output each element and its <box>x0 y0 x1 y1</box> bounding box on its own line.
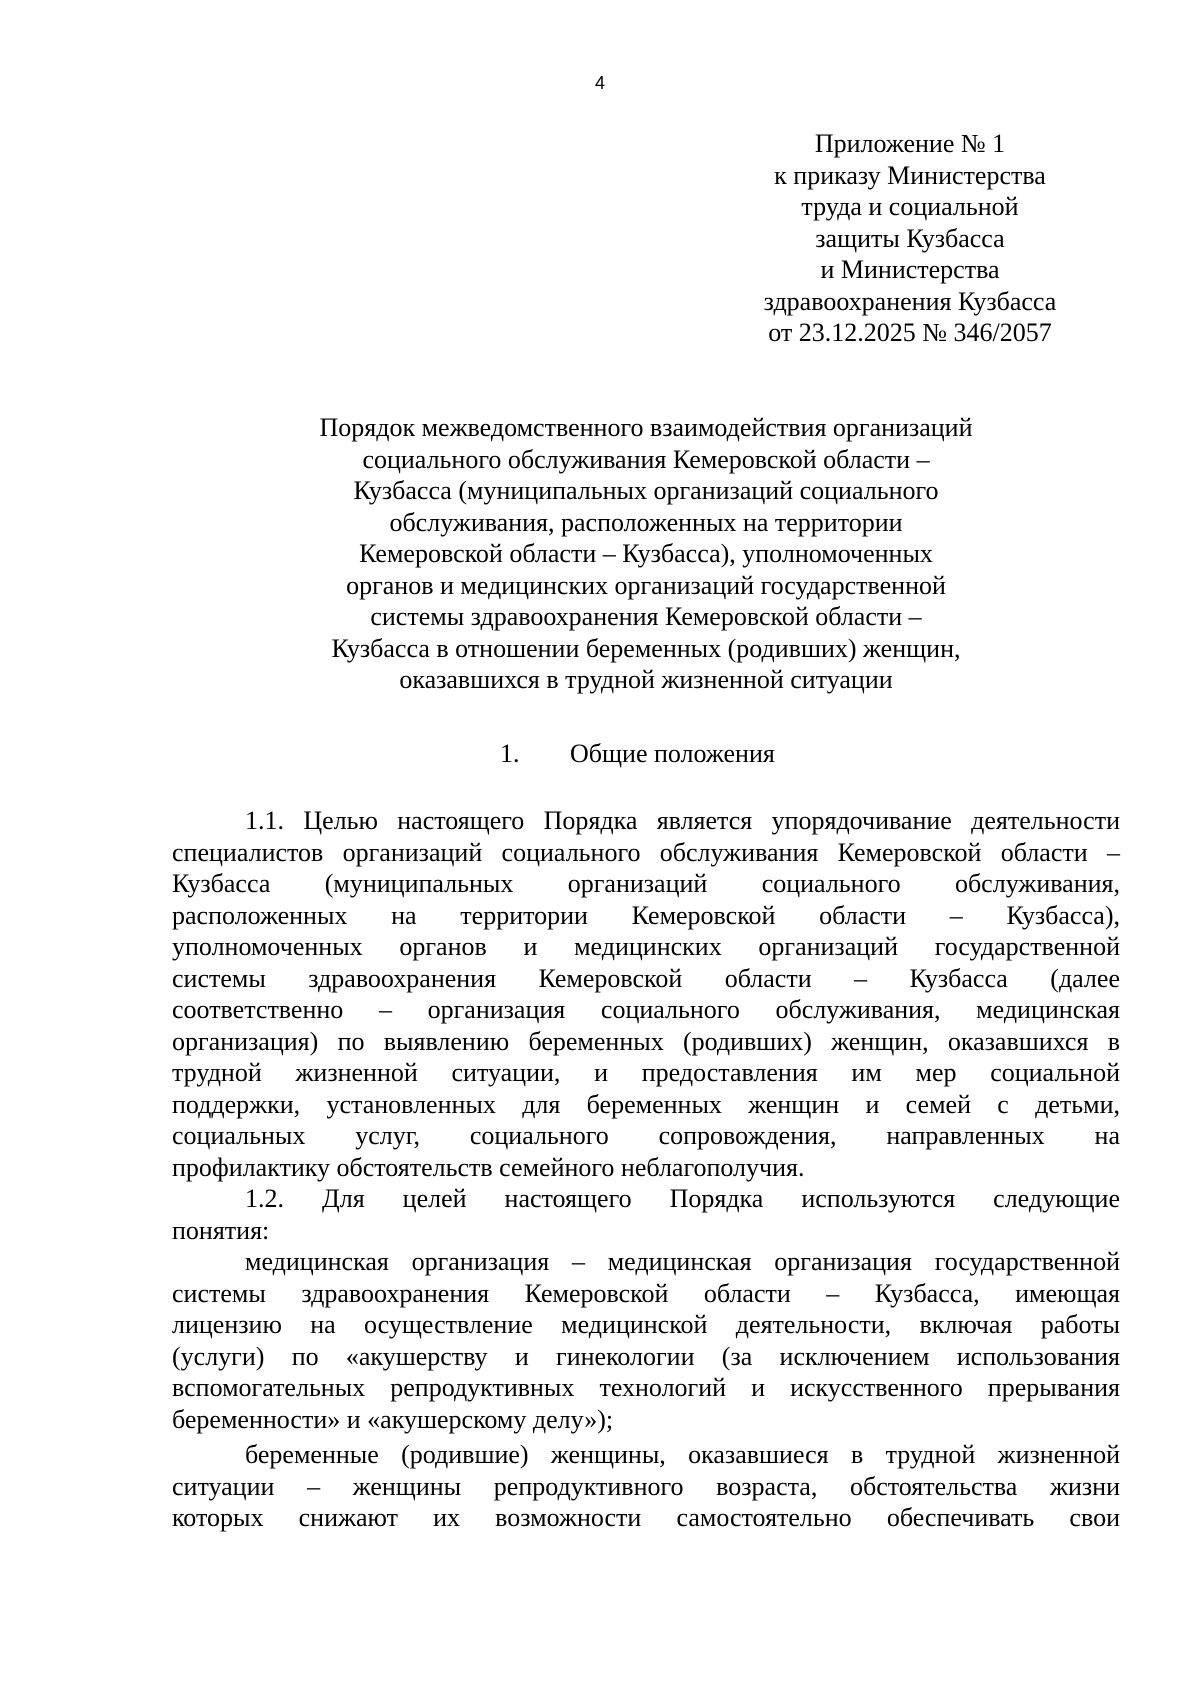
text-line: ситуации – женщины репродуктивного возраста, обстоятельства жизни <box>172 1471 1120 1501</box>
text-line: поддержки, установленных для беременных женщин и семей с детьми, <box>172 1089 1120 1119</box>
appendix-line: Приложение № 1 <box>814 129 1006 158</box>
body-text <box>172 805 1120 1534</box>
appendix-line: здравоохранения Кузбасса <box>763 286 1057 316</box>
text-line: системы здравоохранения Кемеровской области – Кузбасса, имеющая <box>172 1278 1120 1308</box>
title-line: Порядок межведомственного взаимодействия организаций <box>319 413 973 442</box>
paragraph-1-2 <box>172 1183 1120 1246</box>
appendix-header <box>740 128 1080 349</box>
text-line: 1.1. Целью настоящего Порядка является упорядочивание деятельности <box>245 806 1120 835</box>
text-line: вспомогательных репродуктивных технологий и искусственного прерывания <box>172 1373 1120 1402</box>
appendix-line: защиты Кузбасса <box>815 223 1005 253</box>
text-line: уполномоченных органов и медицинских организаций государственной <box>172 932 1120 961</box>
text-line: системы здравоохранения Кемеровской области – Кузбасса (далее <box>172 963 1120 993</box>
title-line: социального обслуживания Кемеровской области – <box>362 444 930 474</box>
text-line: лицензию на осуществление медицинской деятельности, включая работы <box>172 1310 1120 1339</box>
text-line: специалистов организаций социального обслуживания Кемеровской области – <box>172 837 1120 867</box>
text-line: расположенных на территории Кемеровской области – Кузбасса), <box>172 900 1120 930</box>
paragraph-medical-organization <box>172 1246 1120 1435</box>
document-title <box>172 412 1120 696</box>
appendix-line: труда и социальной <box>801 192 1019 221</box>
text-line: которых снижают их возможности самостоятельно обеспечивать свои <box>172 1503 1120 1532</box>
appendix-line: к приказу Министерства <box>774 160 1046 190</box>
title-line: оказавшихся в трудной жизненной ситуации <box>399 665 893 694</box>
text-line: соответственно – организация социального обслуживания, медицинская <box>172 995 1120 1024</box>
text-line: организация) по выявлению беременных (родивших) женщин, оказавшихся в <box>172 1026 1120 1056</box>
text-line: понятия: <box>172 1215 270 1245</box>
title-line: Кемеровской области – Кузбасса), уполномоченных <box>359 539 933 568</box>
text-line: беременные (родившие) женщины, оказавшиеся в трудной жизненной <box>245 1440 1120 1469</box>
text-line: трудной жизненной ситуации, и предоставления им мер социальной <box>172 1058 1120 1087</box>
title-line: системы здравоохранения Кемеровской области – <box>370 602 922 631</box>
section-title: Общие положения <box>570 739 775 768</box>
title-line: Кузбасса (муниципальных организаций социального <box>353 476 939 505</box>
text-line: Кузбасса (муниципальных организаций социального обслуживания, <box>172 869 1120 898</box>
appendix-line: от 23.12.2025 № 346/2057 <box>768 318 1052 347</box>
paragraph-1-1 <box>172 805 1120 1183</box>
paragraph-pregnant-women <box>172 1439 1120 1534</box>
section-number: 1. <box>500 739 520 768</box>
text-line: 1.2. Для целей настоящего Порядка используются следующие <box>245 1184 1120 1213</box>
title-line: Кузбасса в отношении беременных (родивших) женщин, <box>331 633 961 663</box>
title-line: органов и медицинских организаций государственной <box>346 570 946 600</box>
text-line: социальных услуг, социального сопровождения, направленных на <box>172 1121 1120 1150</box>
text-line: профилактику обстоятельств семейного неблагополучия. <box>172 1152 805 1182</box>
text-line: (услуги) по «акушерству и гинекологии (за исключением использования <box>172 1341 1120 1371</box>
text-line: беременности» и «акушерскому делу»); <box>172 1404 614 1434</box>
title-line: обслуживания, расположенных на территории <box>389 507 903 537</box>
appendix-line: и Министерства <box>820 255 1000 284</box>
page-number: 4 <box>594 73 605 93</box>
text-line: медицинская организация – медицинская организация государственной <box>245 1247 1120 1276</box>
